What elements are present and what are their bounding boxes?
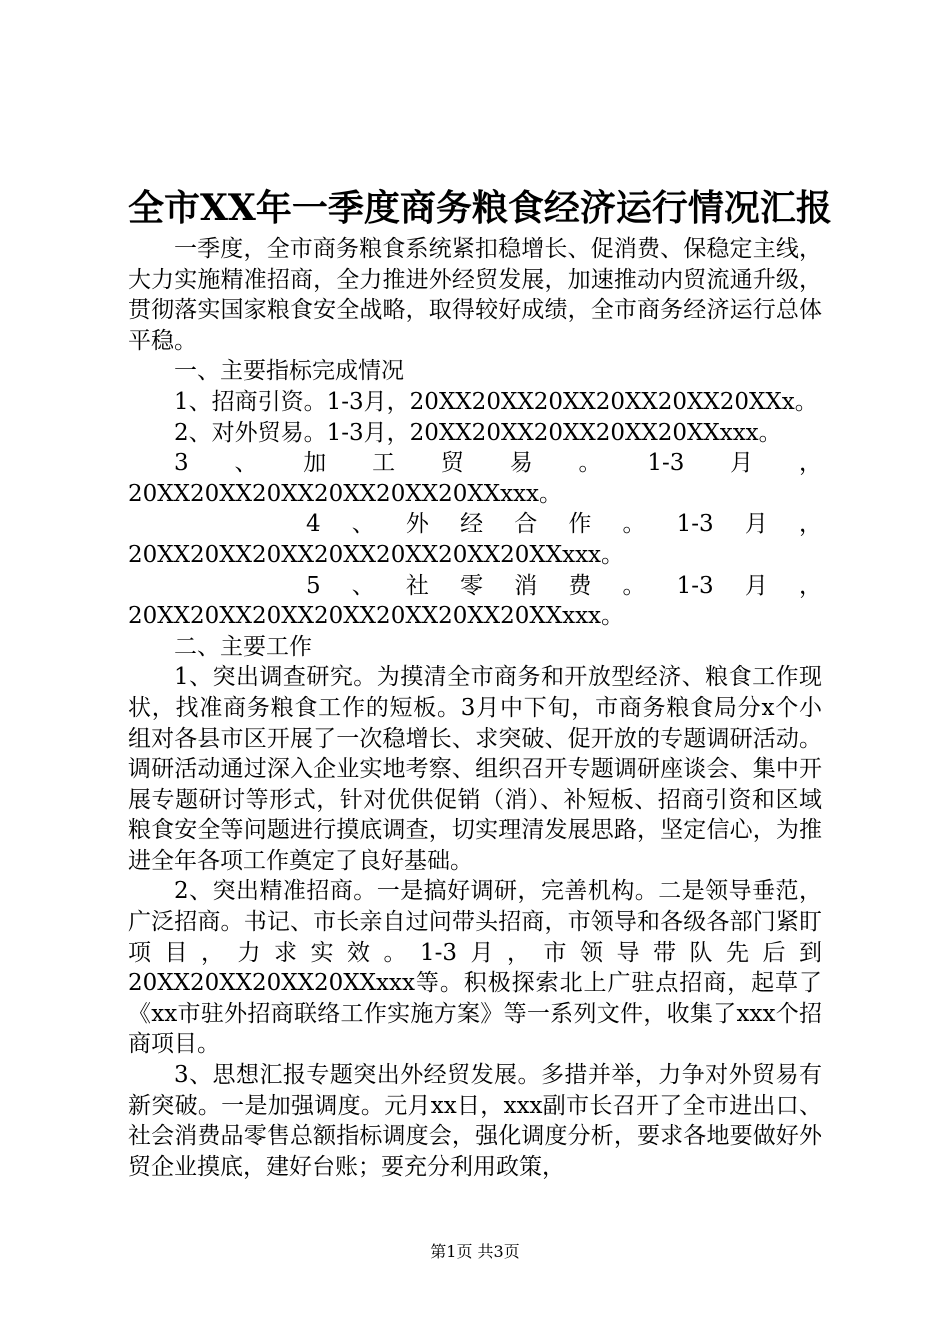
token: 4 — [306, 511, 321, 538]
token: 月 — [744, 572, 768, 599]
section-heading-1: 一、主要指标完成情况 — [174, 358, 404, 385]
token: 、 — [351, 572, 375, 599]
token: ， — [798, 572, 822, 599]
indicator-item-1: 1、招商引资。1-3月，20XX20XX20XX20XX20XX20XXx。 — [174, 388, 818, 415]
token: 月 — [744, 511, 768, 538]
token: 。 — [622, 511, 646, 538]
section-heading-2: 二、主要工作 — [174, 633, 312, 660]
token: 1-3 — [676, 511, 714, 538]
token: 社 — [405, 572, 429, 599]
document-title: 全市XX年一季度商务粮食经济运行情况汇报 — [128, 187, 832, 229]
token: 5 — [306, 572, 321, 599]
indicator-item-2: 2、对外贸易。1-3月，20XX20XX20XX20XX20XXxxx。 — [174, 419, 782, 446]
intro-paragraph: 一季度，全市商务粮食系统紧扣稳增长、促消费、保稳定主线，大力实施精准招商，全力推进外经贸发展，加速推动内贸流通升级，贯彻落实国家粮食安全战略，取得较好成绩，全市商务经济运行总体平稳。 — [128, 236, 822, 354]
indicator-item-4 — [128, 509, 822, 570]
indicator-item-5-spread-line — [306, 571, 822, 602]
indicator-item-4-spread-line — [306, 509, 822, 540]
token: 。 — [622, 572, 646, 599]
token: 费 — [568, 572, 592, 599]
token: 经 — [460, 511, 484, 538]
document-body — [128, 234, 822, 1182]
token: 、 — [351, 511, 375, 538]
work-item-1: 1、突出调查研究。为摸清全市商务和开放型经济、粮食工作现状，找准商务粮食工作的短板。3月中下旬，市商务粮食局分x个小组对各县市区开展了一次稳增长、求突破、促开放的专题调研活动。调研活动通过深入企业实地考察、组织召开专题调研座谈会、集中开展专题研讨等形式，针对优供促销（消）、补短板、招商引资和区域粮食安全等问题进行摸底调查，切实理清发展思路，坚定信心，为推进全年各项工作奠定了良好基础。 — [128, 664, 822, 874]
token: 合 — [514, 511, 538, 538]
indicator-item-4-tail: 20XX20XX20XX20XX20XX20XX20XXxxx。 — [128, 541, 625, 568]
token: 外 — [405, 511, 429, 538]
token: 作 — [568, 511, 592, 538]
indicator-item-5 — [128, 571, 822, 632]
token: ， — [798, 511, 822, 538]
work-item-2: 2、突出精准招商。一是搞好调研，完善机构。二是领导垂范，广泛招商。书记、市长亲自过问带头招商，市领导和各级各部门紧盯项目，力求实效。1-3月，市领导带队先后到20XX20XX20XX20XXxxx等。积极探索北上广驻点招商，起草了《xx市驻外招商联络工作实施方案》等一系列文件，收集了xxx个招商项目。 — [128, 878, 822, 1058]
token: 零 — [460, 572, 484, 599]
indicator-item-3: 3、加工贸易。1-3月，20XX20XX20XX20XX20XX20XXxxx。 — [128, 450, 822, 507]
token: 消 — [514, 572, 538, 599]
work-item-3: 3、思想汇报专题突出外经贸发展。多措并举，力争对外贸易有新突破。一是加强调度。元月xx日，xxx副市长召开了全市进出口、社会消费品零售总额指标调度会，强化调度分析，要求各地要做好外贸企业摸底，建好台账；要充分利用政策， — [128, 1062, 822, 1180]
indicator-item-5-tail: 20XX20XX20XX20XX20XX20XX20XXxxx。 — [128, 603, 625, 630]
token: 1-3 — [676, 572, 714, 599]
page-footer: 第1页 共3页 — [430, 1242, 520, 1261]
